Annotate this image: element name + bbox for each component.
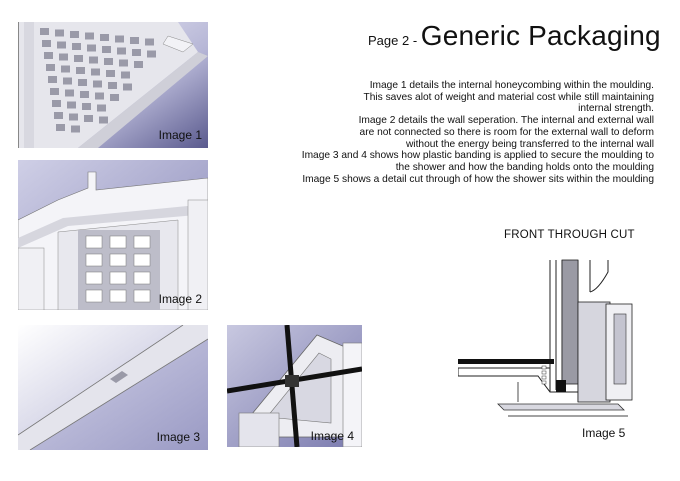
image-5-section-drawing <box>458 252 658 442</box>
moulding-cell <box>55 30 64 37</box>
moulding-cell <box>123 84 132 91</box>
moulding-cell <box>95 93 104 100</box>
image-2-wall-separation-render <box>18 160 208 310</box>
moulding-cell <box>89 57 98 64</box>
moulding-cell <box>121 72 130 79</box>
moulding-cell <box>52 100 61 107</box>
moulding-cell <box>132 49 141 56</box>
moulding-cell <box>104 58 113 65</box>
moulding-cell <box>86 236 102 248</box>
image-2-caption: Image 2 <box>158 292 202 306</box>
moulding-cell <box>147 51 156 58</box>
moulding-cell <box>542 366 546 369</box>
page-number: Page 2 - <box>368 33 421 48</box>
moulding-cell <box>65 90 74 97</box>
moulding-cell <box>102 46 111 53</box>
image-1-honeycomb-render <box>18 22 208 148</box>
moulding-cell <box>56 124 65 131</box>
description-line: This saves alot of weight and material cost while still maintaining <box>363 91 654 103</box>
section-cut-drawing <box>458 252 658 442</box>
page-header <box>368 20 661 52</box>
moulding-cell <box>76 67 85 74</box>
moulding-cell <box>117 48 126 55</box>
moulding-cell <box>145 39 154 46</box>
moulding-cell <box>72 43 81 50</box>
moulding-cell <box>97 105 106 112</box>
moulding-cell <box>110 94 119 101</box>
moulding-cell <box>85 33 94 40</box>
moulding-cell <box>100 34 109 41</box>
moulding-cell <box>110 236 126 248</box>
moulding-cell <box>542 381 546 384</box>
image-3-banding-render <box>18 325 208 450</box>
moulding-cell <box>134 236 150 248</box>
moulding-cell <box>134 272 150 284</box>
description-line: are not connected so there is room for the external wall to deform <box>359 126 654 138</box>
moulding-cell <box>59 54 68 61</box>
description-line: Image 2 details the wall seperation. The internal and external wall <box>358 115 654 127</box>
moulding-cell <box>110 254 126 266</box>
page-title: Generic Packaging <box>420 20 661 51</box>
moulding-cell <box>71 126 80 133</box>
moulding-cell <box>48 76 57 83</box>
image-5-caption: Image 5 <box>582 426 626 440</box>
front-through-cut-heading: FRONT THROUGH CUT <box>504 229 635 241</box>
description-line: without the energy being transferred to the internal wall <box>405 138 654 150</box>
moulding-cell <box>91 69 100 76</box>
moulding-cell <box>87 45 96 52</box>
moulding-cell <box>86 290 102 302</box>
moulding-cell <box>110 290 126 302</box>
description-line: Image 5 shows a detail cut through of how the shower sits within the moulding <box>302 173 654 185</box>
moulding-cell <box>119 60 128 67</box>
moulding-cell <box>134 290 150 302</box>
moulding-cell <box>542 376 546 379</box>
image-1-caption: Image 1 <box>158 128 202 142</box>
moulding-cell <box>134 254 150 266</box>
moulding-cell <box>40 28 49 35</box>
image-3-caption: Image 3 <box>156 430 200 444</box>
moulding-cell <box>61 66 70 73</box>
moulding-cell <box>63 78 72 85</box>
description-line: Image 1 details the internal honeycombing within the moulding. <box>369 80 654 91</box>
moulding-cell <box>542 371 546 374</box>
moulding-cell <box>54 112 63 119</box>
moulding-cell <box>86 272 102 284</box>
moulding-cell <box>84 115 93 122</box>
description-line: internal strength. <box>578 103 654 115</box>
moulding-cell <box>44 52 53 59</box>
moulding-cell <box>86 254 102 266</box>
wall-separation-illustration <box>18 160 208 310</box>
moulding-cell <box>57 42 66 49</box>
moulding-cell <box>99 117 108 124</box>
image-4-banding-corner-render <box>227 325 362 447</box>
image-4-caption: Image 4 <box>310 429 354 443</box>
moulding-cell <box>42 40 51 47</box>
moulding-cell <box>108 82 117 89</box>
moulding-cell <box>110 272 126 284</box>
moulding-cell <box>78 79 87 86</box>
moulding-cell <box>134 61 143 68</box>
moulding-cell <box>50 88 59 95</box>
description-line: Image 3 and 4 shows how plastic banding is applied to secure the moulding to <box>301 150 654 162</box>
moulding-cell <box>69 114 78 121</box>
moulding-cell <box>82 103 91 110</box>
moulding-cell <box>115 36 124 43</box>
moulding-cell <box>80 91 89 98</box>
moulding-cell <box>130 37 139 44</box>
moulding-cell <box>46 64 55 71</box>
moulding-cell <box>106 70 115 77</box>
moulding-cell <box>70 31 79 38</box>
moulding-cell <box>93 81 102 88</box>
moulding-cell <box>74 55 83 62</box>
description-text <box>234 80 654 185</box>
moulding-cell <box>67 102 76 109</box>
description-line: the shower and how the banding holds onto the moulding <box>395 161 654 173</box>
